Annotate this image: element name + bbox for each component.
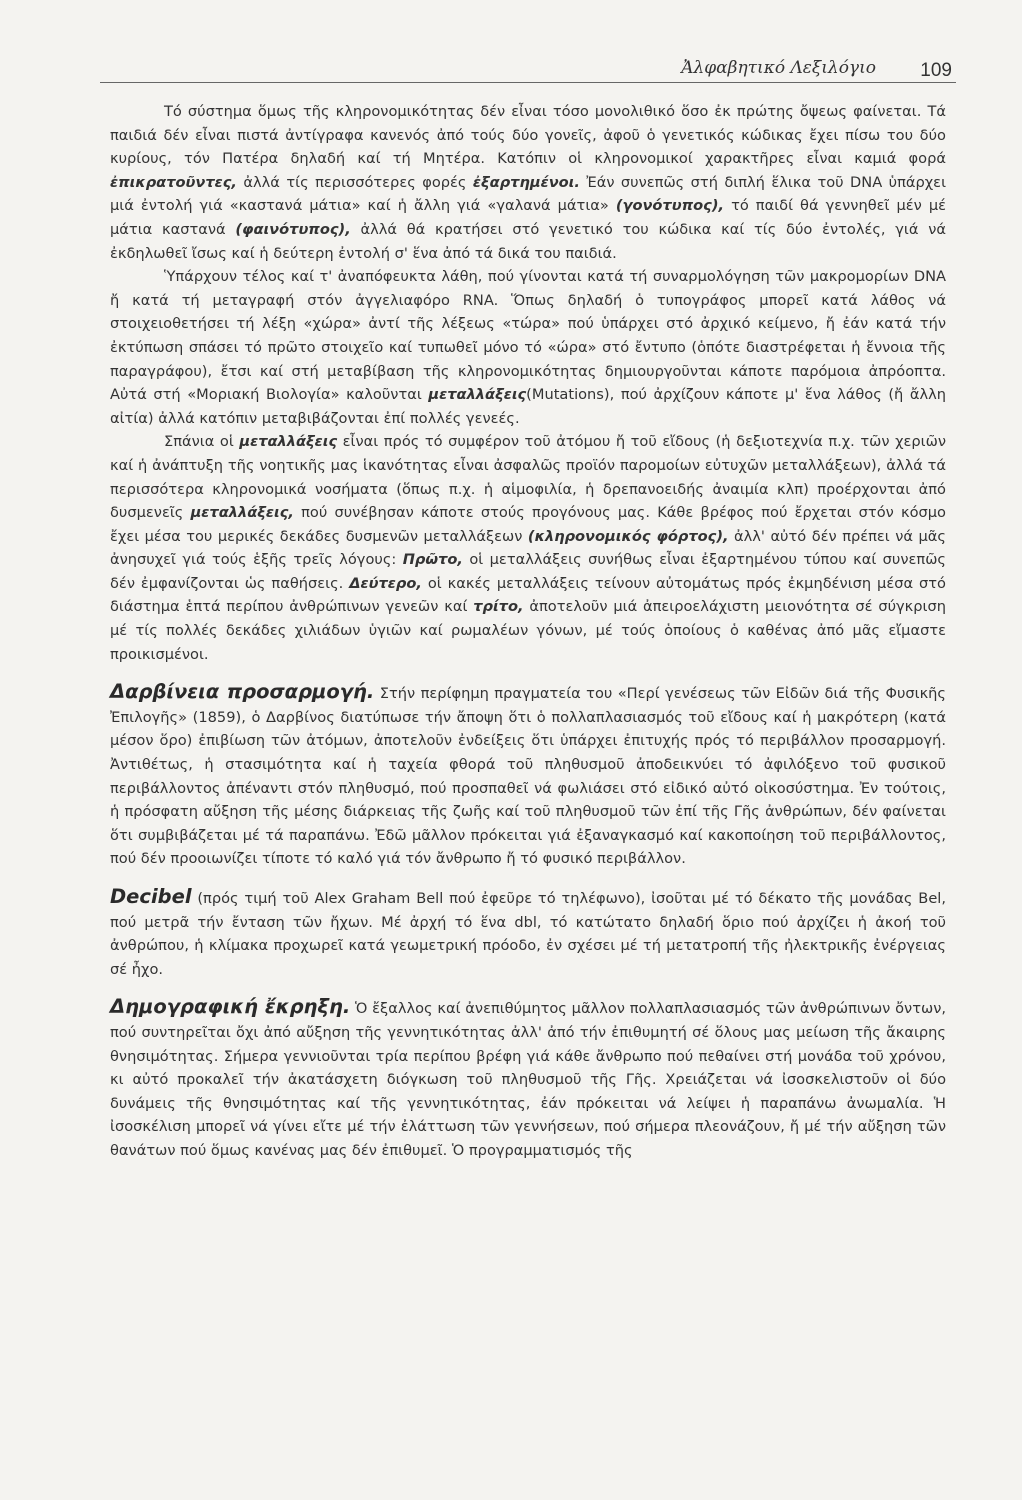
keyword: (κληρονομικός φόρτος),	[527, 527, 729, 545]
header-rule	[100, 82, 956, 83]
page-body	[110, 100, 946, 1163]
keyword: ἐπικρατοῦντες,	[110, 173, 237, 191]
entry-text: (πρός τιμή τοῦ Alex Graham Bell πού ἐφεῦρε τό τηλέφωνο), ἰσοῦται μέ τό δέκατο τῆς μονάδας Bel, πού μετρᾶ τήν ἔνταση τῶν ἤχων. Μέ ἀρχή τό ἕνα dbl, τό κατώτατο δηλαδή ὅριο πού ἀρχίζει ἡ ἀκοή τοῦ ἀνθρώπου, ἡ κλίμακα προχωρεῖ κατά γεωμετρική πρόοδο, ἐν σχέσει μέ τή μετατροπή τῆς ἠλεκτρικῆς ἐνέργειας σέ ἦχο.	[110, 890, 946, 978]
keyword: μεταλλάξεις	[239, 433, 338, 451]
entry-darwinian-adaptation	[110, 680, 946, 871]
entry-text: Στήν περίφημη πραγματεία του «Περί γενέσεως τῶν Εἰδῶν διά τῆς Φυσικῆς Ἐπιλογῆς» (1859), ὁ Δαρβίνος διατύπωσε τήν ἄποψη ὅτι ὁ πολλαπλασιασμός τοῦ εἴδους καί ἡ μακρότερη (κατά μέσον ὅρο) ἐπιβίωση τῶν ἀτόμων, ἀποτελοῦν ἐνδείξεις ὅτι ὑπάρχει ἐπιτυχής πρός τό περιβάλλον προσαρμογή. Ἀντιθέτως, ἡ στασιμότητα καί ἡ ταχεία φθορά τοῦ πληθυσμοῦ ἀποδεικνύει τό ἀφιλόξενο τοῦ φυσικοῦ περιβάλλοντος ἀπέναντι στόν πληθυσμό, πού προσπαθεῖ νά φωλιάσει στό εἰδικό αὐτό οἰκοσύστημα. Ἐν τούτοις, ἡ πρόσφατη αὔξηση τῆς μέσης διάρκειας τῆς ζωῆς καί τοῦ πληθυσμοῦ τῶν ἐπί τῆς Γῆς ἀνθρώπων, δέν φαίνεται ὅτι συμβιβάζεται μέ τά παραπάνω. Ἐδῶ μᾶλλον πρόκειται γιά ἐξαναγκασμό καί κακοποίηση τοῦ περιβάλλοντος, πού δέν προοιωνίζει τίποτε τό καλό γιά τόν ἄνθρωπο ἤ τό φυσικό περιβάλλον.	[110, 685, 946, 868]
page-header	[100, 58, 956, 88]
paragraph-mutations: Σπάνια οἱ μεταλλάξεις εἶναι πρός τό συμφέρον τοῦ ἀτόμου ἤ τοῦ εἴδους (ἡ δεξιοτεχνία π.χ. τῶν χεριῶν καί ἡ ἀνάπτυξη τῆς νοητικῆς μας ἱκανότητας εἶναι ἀσφαλῶς προϊόν παρομοίων εὐτυχῶν μεταλλάξεων), ἀλλά τά περισσότερα κληρονομικά νοσήματα (ὅπως π.χ. ἡ αἱμοφιλία, ἡ δρεπανοειδής ἀναιμία κλπ) προέρχονται ἀπό δυσμενεῖς μεταλλάξεις, πού συνέβησαν κάποτε στούς προγόνους μας. Κάθε βρέφος πού ἔρχεται στόν κόσμο ἔχει μέσα του μερικές δεκάδες δυσμενῶν μεταλλάξεων (κληρονομικός φόρτος), ἀλλ' αὐτό δέν πρέπει νά μᾶς ἀνησυχεῖ γιά τούς ἑξῆς τρεῖς λόγους: Πρῶτο, οἱ μεταλλάξεις συνήθως εἶναι ἐξαρτημένου τύπου καί συνεπῶς δέν ἐμφανίζονται ὡς παθήσεις. Δεύτερο, οἱ κακές μεταλλάξεις τείνουν αὐτομάτως πρός ἐκμηδένιση μέσα στό διάστημα ἑπτά περίπου ἀνθρώπινων γενεῶν καί τρίτο, ἀποτελοῦν μιά ἀπειροελάχιστη μειονότητα σέ σύγκριση μέ τίς πολλές δεκάδες χιλιάδων ὑγιῶν καί ρωμαλέων γόνων, μέ τούς ὁποίους ὁ καθένας ἀπό μᾶς εἴμαστε προικισμένοι.	[110, 433, 946, 663]
page-number: 109	[920, 60, 952, 81]
keyword: Πρῶτο,	[402, 551, 463, 569]
keyword: μεταλλάξεις	[428, 386, 527, 404]
keyword: τρίτο,	[473, 598, 524, 616]
keyword: ἐξαρτημένοι.	[472, 173, 580, 191]
paragraph-heredity: Τό σύστημα ὅμως τῆς κληρονομικότητας δέν εἶναι τόσο μονολιθικό ὅσο ἐκ πρώτης ὄψεως φαίνεται. Τά παιδιά δέν εἶναι πιστά ἀντίγραφα κανενός ἀπό τούς δύο γονεῖς, ἀφοῦ ὁ γενετικός κώδικας ἔχει πίσω του δύο κυρίους, τόν Πατέρα δηλαδή καί τή Μητέρα. Κατόπιν οἱ κληρονομικοί χαρακτῆρες εἶναι καμιά φορά ἐπικρατοῦντες, ἀλλά τίς περισσότερες φορές ἐξαρτημένοι. Ἐάν συνεπῶς στή διπλή ἕλικα τοῦ DNA ὑπάρχει μιά ἐντολή γιά «καστανά μάτια» καί ἡ ἄλλη γιά «γαλανά μάτια» (γονότυπος), τό παιδί θά γεννηθεῖ μέν μέ μάτια καστανά (φαινότυπος), ἀλλά θά κρατήσει στό γενετικό του κώδικα καί τίς δύο ἐντολές, γιά νά ἐκδηλωθεῖ ἴσως καί ἡ δεύτερη ἐντολή σ' ἕνα ἀπό τά δικά του παιδιά.	[110, 103, 947, 262]
entry-heading: Decibel	[110, 885, 192, 908]
entry-decibel	[110, 885, 946, 981]
keyword: μεταλλάξεις,	[190, 504, 294, 522]
keyword: (γονότυπος),	[615, 197, 725, 215]
entry-heading: Δημογραφική ἔκρηξη.	[110, 995, 351, 1019]
entry-heading: Δαρβίνεια προσαρμογή.	[110, 680, 375, 704]
entry-demographic-explosion	[110, 995, 946, 1162]
entry-text: Ὁ ἔξαλλος καί ἀνεπιθύμητος μᾶλλον πολλαπλασιασμός τῶν ἀνθρώπινων ὄντων, πού συντηρεῖται ὄχι ἀπό αὔξηση τῆς γεννητικότητας ἀλλ' ἀπό τήν ἐπιθυμητή σέ ὅλους μας μείωση τῆς ἄκαιρης θνησιμότητας. Σήμερα γεννιοῦνται τρία περίπου βρέφη γιά κάθε ἄνθρωπο πού πεθαίνει στή μονάδα τοῦ χρόνου, κι αὐτό προκαλεῖ τήν ἀκατάσχετη διόγκωση τοῦ πληθυσμοῦ τῆς Γῆς. Χρειάζεται νά ἰσοσκελιστοῦν οἱ δύο δυνάμεις τῆς θνησιμότητας καί τῆς γεννητικότητας, ἐάν πρόκειται νά λείψει ἡ παραπάνω ἀνωμαλία. Ἡ ἰσοσκέλιση μπορεῖ νά γίνει εἴτε μέ τήν ἐλάττωση τῶν γεννήσεων, πού σήμερα πλεονάζουν, ἤ μέ τήν αὔξηση τῶν θανάτων πού ὅμως κανένας μας δέν ἐπιθυμεῖ. Ὁ προγραμματισμός τῆς	[110, 1000, 946, 1159]
keyword: (φαινότυπος),	[235, 220, 351, 238]
paragraph-errors: Ὑπάρχουν τέλος καί τ' ἀναπόφευκτα λάθη, πού γίνονται κατά τή συναρμολόγηση τῶν μακρομορίων DNA ἤ κατά τή μεταγραφή στόν ἀγγελιαφόρο RNA. Ὅπως δηλαδή ὁ τυπογράφος μπορεῖ κατά λάθος νά στοιχειοθετήσει τή λέξη «χώρα» ἀντί τῆς λέξεως «τώρα» πού ὑπάρχει στό ἀρχικό κείμενο, ἤ ἐάν κατά τήν ἐκτύπωση σπάσει τό πρῶτο στοιχεῖο καί τυπωθεῖ μόνο τό «ώρα» στό ἔντυπο (ὁπότε διαστρέφεται ἡ ἔννοια τῆς παραγράφου), ἔτσι καί στή μεταβίβαση τῆς κληρονομικότητας δημιουργοῦνται κάποτε παρόμοια ἀπρόοπτα. Αὐτά στή «Μοριακή Βιολογία» καλοῦνται μεταλλάξεις(Mutations), πού ἀρχίζουν κάποτε μ' ἕνα λάθος (ἤ ἄλλη αἰτία) ἀλλά κατόπιν μεταβιβάζονται ἐπί πολλές γενεές.	[110, 268, 946, 427]
keyword: Δεύτερο,	[349, 574, 422, 592]
running-title: Ἀλφαβητικό Λεξιλόγιο	[681, 58, 876, 78]
